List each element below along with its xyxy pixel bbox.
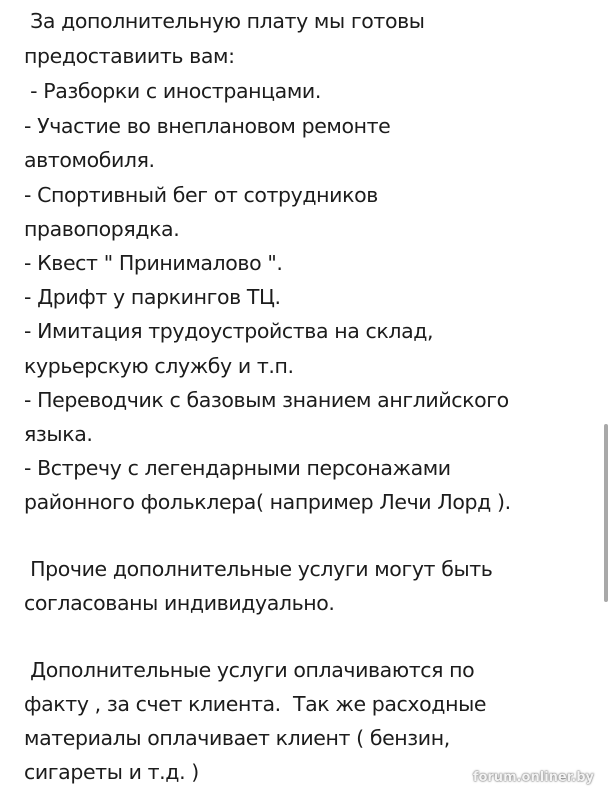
text-line: - Спортивный бег от сотрудников [24, 183, 378, 207]
text-line: - Переводчик с базовым знанием английского [24, 388, 509, 412]
text-line: - Имитация трудоустройства на склад, [24, 319, 434, 343]
text-line: языка. [24, 422, 93, 446]
text-line: факту , за счет клиента. Так же расходные [24, 692, 487, 716]
text-line: правопорядка. [24, 217, 180, 241]
text-line: - Дрифт у паркингов ТЦ. [24, 285, 281, 309]
text-line: - Встречу с легендарными персонажами [24, 456, 451, 480]
text-line: - Квест " Принималово ". [24, 251, 283, 275]
site-watermark: forum.onliner.by [472, 770, 594, 785]
text-line: районного фольклера( например Лечи Лорд ). [24, 490, 511, 514]
text-line: согласованы индивидуально. [24, 591, 335, 615]
text-line: - Разборки с иностранцами. [24, 79, 321, 103]
text-line: курьерскую службу и т.п. [24, 354, 294, 378]
text-line: За дополнительную плату мы готовы [24, 9, 425, 33]
vertical-scrollbar[interactable] [604, 424, 608, 602]
text-line: Прочие дополнительные услуги могут быть [24, 557, 493, 581]
text-line: материалы оплачивает клиент ( бензин, [24, 726, 450, 750]
text-line: предоставиить вам: [24, 44, 235, 68]
text-line: автомобиля. [24, 148, 155, 172]
text-line: Дополнительные услуги оплачиваются по [24, 658, 475, 682]
text-line: сигареты и т.д. ) [24, 760, 199, 784]
text-line: - Участие во внеплановом ремонте [24, 114, 391, 138]
